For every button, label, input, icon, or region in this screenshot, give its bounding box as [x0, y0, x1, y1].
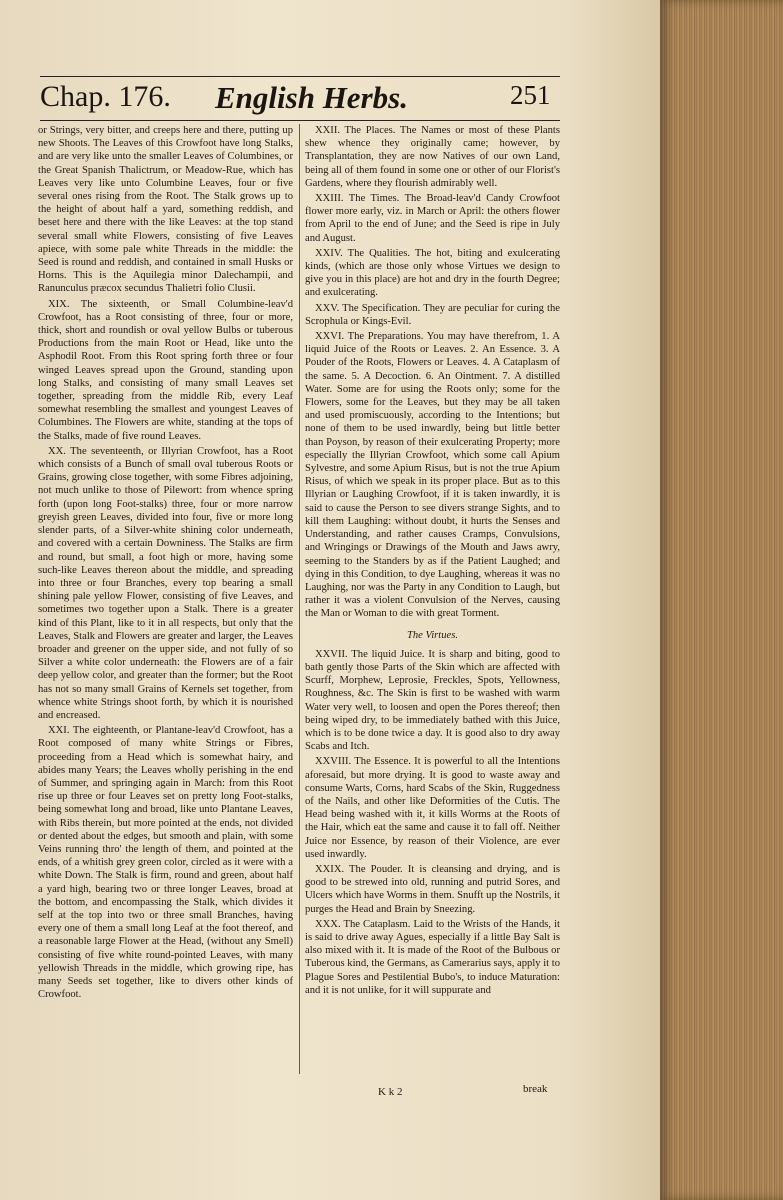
paragraph: XXV. The Specification. They are peculiar for curing the Scrophula or Kings-Evil. — [305, 302, 560, 327]
chapter-heading: Chap. 176. — [40, 80, 171, 113]
right-column — [305, 124, 560, 1084]
section-subheading: The Virtues. — [406, 629, 458, 641]
header-rule-bottom — [40, 120, 560, 121]
left-column — [38, 124, 293, 1084]
signature-mark: K k 2 — [378, 1086, 403, 1098]
paragraph: or Strings, very bitter, and creeps here and there, putting up new Shoots. The Leaves of this Crowfoot have long Stalks, and are very like unto the smaller Leaves of Columbines, or the Great Spanish Thalictrum, or Meadow-Rue, which has Leaves very like unto Columbine Leaves, four or five several ones rising from the Root. The Stalk grows up to the height of about half a yard, something reddish, and beset here and there with the like Leaves: at the top stand several small white Flowers, consisting of five Leaves apiece, with some pale white Threads in the middle: the Seed is round and reddish, and contained in small Husks or Horns. This is the Aquilegia minor Dalechampii, and Ranunculus præcox secundus Thalietri folio Clusii. — [38, 125, 293, 295]
paragraph: XIX. The sixteenth, or Small Columbine-leav'd Crowfoot, has a Root consisting of three, four or more, thick, short and roundish or oval yellow Bulbs or tuberous Productions from the main Root or Head, like unto the Asphodil Root. From this Root spring forth three or four winged Leaves spread upon the Ground, standing upon long Stalks, and consisting of many small Leaves set together, spreading from the middle Rib, every Leaf somewhat resembling the smallest and youngest Leaves of Columbines. The Flowers are white, standing at the tops of the Stalks, made of five round Leaves. — [38, 298, 293, 442]
paragraph: XXVIII. The Essence. It is powerful to all the Intentions aforesaid, but more drying. It is good to waste away and consume Warts, Corns, hard Scabs of the Skin, Ruggedness of the Nails, and other like Deformities of the Cutis. The Head being washed with it, it kills Worms at the Roots of the Hair, which eat the same and cause it to fall off. Neither Juice nor Essence, by reason of their Violence, are ever used inwardly. — [305, 756, 560, 860]
paragraph: XXX. The Cataplasm. Laid to the Wrists of the Hands, it is said to drive away Agues, especially if a little Bay Salt is also mixed with it. It is made of the Root of the Bulbous or Tuberous kind, the Germans, as Camerarius says, apply it to Plague Sores and Pestilential Bubo's, to induce Maturation: and it is not unlike, for it will suppurate and — [305, 918, 560, 996]
running-title: English Herbs. — [215, 80, 408, 115]
paragraph: XXIII. The Times. The Broad-leav'd Candy Crowfoot flower more early, viz. in March or April: the others flower from April to the end of June; and the Seed is ripe in July and August. — [305, 193, 560, 244]
paragraph: XXIV. The Qualities. The hot, biting and exulcerating kinds, (which are those only whose Virtues we design to give you in this place) are hot and dry in the fourth Degree; and exulcerating. — [305, 247, 560, 299]
paragraph: XX. The seventeenth, or Illyrian Crowfoot, has a Root which consists of a Bunch of small oval tuberous Roots or Grains, growing close together, with some Fibres adjoining, not much unlike to those of Pilewort: from whence spring forth (upon long Foot-stalks) three, four or more narrow greyish green Leaves, divided into four, five or more long slender parts, of a Silver-white shining color underneath, and covered with a certain Downiness. The Stalks are firm and round, but small, a foot high or more, having some such-like Leaves thereon about the middle, and spreading into three or four Branches, every top bearing a small shining pale yellow Flower, consisting of five Leaves, and sometimes two together upon a Stalk. There is a greater kind of this Plant, like to it in all respects, but only that the Leaves, Stalk and Flowers are greater and larger, the Leaves broader and greener on the upper side, and not fully of so Silver a white color underneath: the Flowers are of a fair deep yellow color, and greater than the former; but the Root has not so many small Grains of Kernels set together, from whence white Strings shoot forth, by which it is nourished and encreased. — [38, 445, 293, 721]
column-divider — [299, 124, 300, 1074]
paragraph: XXVI. The Preparations. You may have therefrom, 1. A liquid Juice of the Roots or Leaves. 2. An Essence. 3. A Pouder of the Roots, Flowers or Leaves. 4. A Cataplasm of the same. 5. A Decoction. 6. An Ointment. 7. A distilled Water. Some are for using the Roots only; some for the Flowers, some for the Leaves, but they may be all taken and used promiscuously, according to the Intentions; but none of them to be used inwardly, being but little better than Poyson, by reason of their exulcerating Property; more especially the Illyrian Crowfoot, which some call Apium Sylvestre, and some Apium Risus, but is not the true Apium Risus, of which we speak in its proper place. But as to this Illyrian or Laughing Crowfoot, if it is taken inwardly, it is said to cause the Person to see divers strange Sights, and to kill them Laughing: without doubt, it hurts the Senses and Understanding, and rather causes Cramps, Convulsions, and Wringings or Drawings of the Mouth and Jaws awry, seeming to the Standers by as if the Patient Laughed; and dying in this Condition, to dye Laughing, whereas it was no Laughing, nor was the Party in any Condition to Laugh, but rather it was a violent Convulsion of the Nerves, causing the Man or Woman to die with great Torment. — [305, 331, 560, 620]
page-number: 251 — [510, 80, 551, 110]
header-rule-top — [40, 76, 560, 77]
paragraph: XXIX. The Pouder. It is cleansing and drying, and is good to be strewed into old, running and putrid Sores, and Ulcers which have Worms in them. Snufft up the Nostrils, it purges the Head and Brain by Sneezing. — [305, 863, 560, 915]
catchword: break — [523, 1083, 548, 1095]
paragraph: XXI. The eighteenth, or Plantane-leav'd Crowfoot, has a Root composed of many white Strings or Fibres, proceeding from a Head which is somewhat hairy, and abides many Years; the Leaves wholly perishing in the end of Summer, and springing again in March: from this Root rise up three or four Leaves set on pretty long Foot-stalks, being somewhat long and broad, like unto Plantane Leaves, with Ribs therein, but more pointed at the ends, not divided or dented about the edges, but smooth and plain, with some Veins running thro' the length of them, and pointed at the ends, of a whitish grey green color, circled as it were with a white Down. The Stalk is firm, round and green, about half a yard high, bearing two or three longer Leaves, broad at the bottom, and encompassing the Stalk, which divides it self at the top into two or three small Branches, having every one of them a small long Leaf at the foot thereof, and a reasonable large Flower at the Head, (without any Smell) consisting of five white round-pointed Leaves, with many yellowish Threads in the middle, which growing ripe, has many Seeds set together, like to divers other kinds of Crowfoot. — [38, 725, 293, 1001]
paragraph: XXII. The Places. The Names or most of these Plants shew whence they originally came; however, by Transplantation, they are now Natives of our own Land, being all of them found in some one or other of our Florist's Gardens, where they flourish admirably well. — [305, 125, 560, 189]
page-edges — [660, 0, 783, 1200]
paragraph: XXVII. The liquid Juice. It is sharp and biting, good to bath gently those Parts of the Skin which are affected with Scurff, Morphew, Leprosie, Freckles, Spots, Yellowness, Roughness, &c. The Skin is first to be washed with warm Water very well, to loosen and open the Pores thereof; then being wiped dry, to be immediately bathed with this Juice, which is to be done twice a day. It is good also to dry away Scabs and Itch. — [305, 648, 560, 753]
